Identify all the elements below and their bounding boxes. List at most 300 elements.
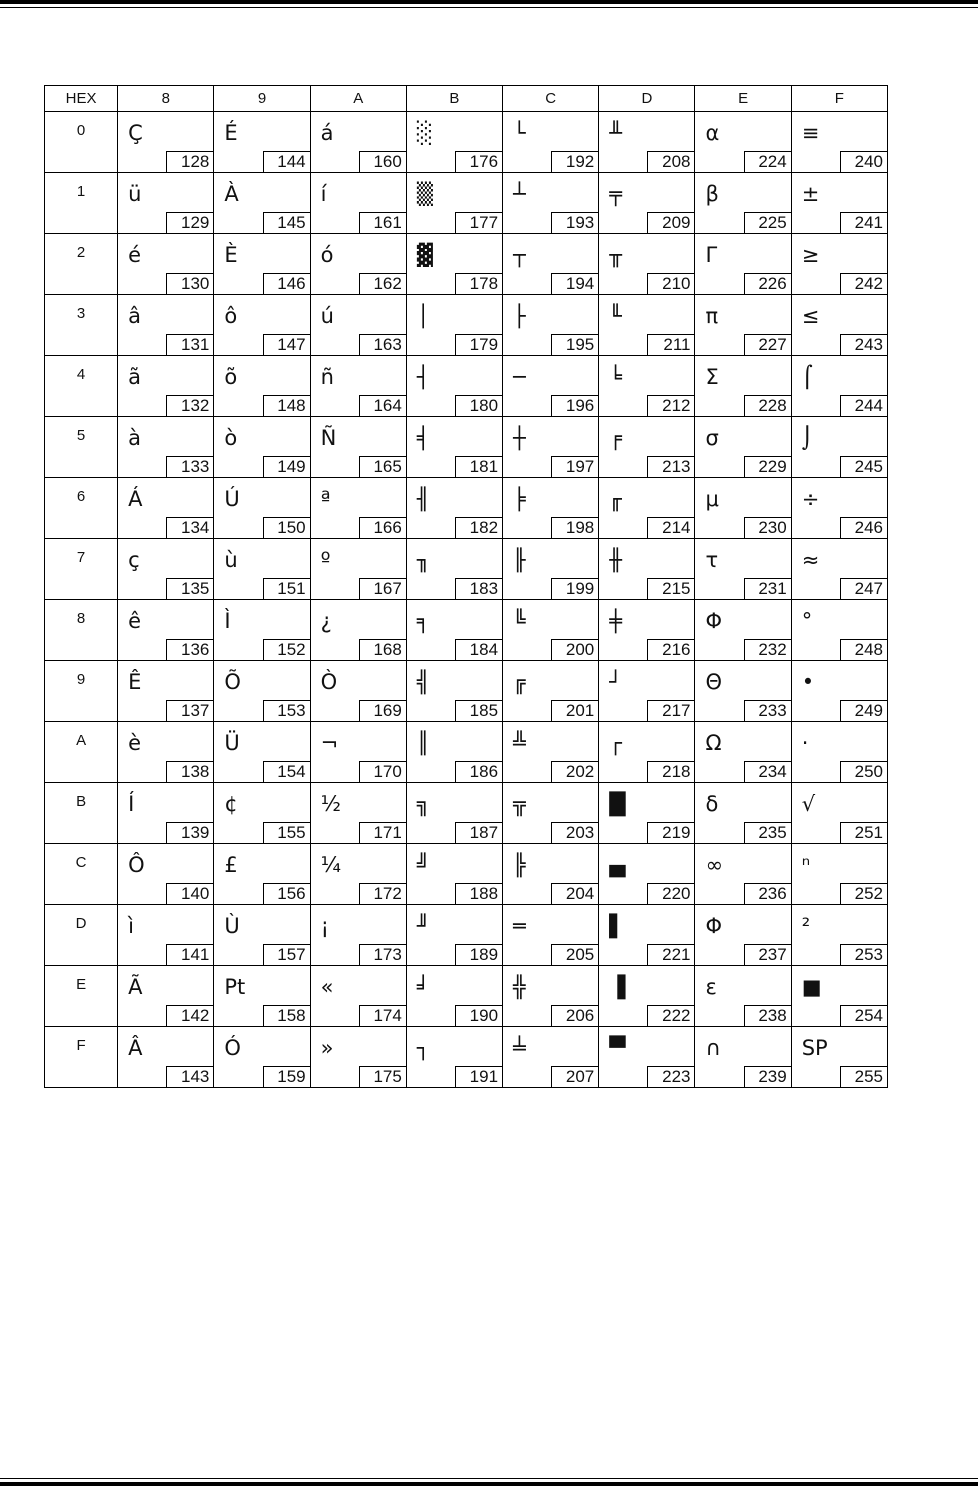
- char-glyph: £: [224, 853, 238, 877]
- table-row: [45, 417, 888, 478]
- char-glyph: ⌠: [801, 365, 813, 389]
- char-cell: [406, 356, 502, 417]
- char-glyph: ╢: [416, 487, 430, 511]
- decimal-code: 238: [744, 1005, 792, 1027]
- char-glyph: ▄: [609, 853, 626, 877]
- char-glyph: ¿: [320, 609, 332, 633]
- char-glyph: Á: [128, 487, 143, 511]
- char-glyph: ╔: [513, 670, 526, 694]
- decimal-code: 226: [744, 273, 792, 295]
- char-glyph: ⁿ: [801, 853, 811, 877]
- decimal-code: 192: [551, 151, 599, 173]
- char-cell: [406, 173, 502, 234]
- char-cell: [118, 234, 214, 295]
- char-glyph: «: [320, 975, 334, 999]
- hex-corner-header: HEX: [45, 86, 118, 112]
- char-cell: [503, 600, 599, 661]
- decimal-code: 141: [166, 944, 214, 966]
- char-glyph: ì: [128, 914, 135, 938]
- char-glyph: ╒: [609, 426, 622, 450]
- char-cell: [695, 905, 791, 966]
- decimal-code: 248: [840, 639, 888, 661]
- decimal-code: 233: [744, 700, 792, 722]
- decimal-code: 149: [263, 456, 311, 478]
- char-glyph: ┼: [513, 426, 526, 450]
- char-glyph: Φ: [705, 609, 723, 633]
- char-cell: [695, 600, 791, 661]
- char-glyph: Θ: [705, 670, 723, 694]
- char-glyph: ╦: [513, 792, 526, 816]
- char-glyph: Â: [128, 1036, 143, 1060]
- decimal-code: 170: [359, 761, 407, 783]
- char-glyph: ª: [320, 487, 331, 511]
- char-glyph: ·: [801, 731, 809, 755]
- decimal-code: 198: [551, 517, 599, 539]
- decimal-code: 150: [263, 517, 311, 539]
- char-glyph: õ: [224, 365, 238, 389]
- char-cell: [503, 417, 599, 478]
- char-glyph: °: [801, 609, 813, 633]
- char-glyph: º: [320, 548, 331, 572]
- char-glyph: ╛: [416, 975, 430, 999]
- decimal-code: 184: [455, 639, 503, 661]
- char-glyph: È: [224, 243, 238, 267]
- table-row: [45, 783, 888, 844]
- decimal-code: 196: [551, 395, 599, 417]
- char-cell: [118, 112, 214, 173]
- char-glyph: ▀: [609, 1036, 626, 1060]
- code-page-table: [44, 85, 888, 1088]
- decimal-code: 219: [647, 822, 695, 844]
- decimal-code: 171: [359, 822, 407, 844]
- char-glyph: ≡: [801, 121, 820, 145]
- decimal-code: 132: [166, 395, 214, 417]
- decimal-code: 217: [647, 700, 695, 722]
- char-cell: [214, 539, 310, 600]
- char-cell: [503, 112, 599, 173]
- char-cell: [503, 356, 599, 417]
- char-cell: [791, 844, 887, 905]
- char-cell: [310, 356, 406, 417]
- table-row: [45, 478, 888, 539]
- char-cell: [695, 173, 791, 234]
- char-cell: [791, 783, 887, 844]
- char-glyph: β: [705, 182, 719, 206]
- column-header: E: [695, 86, 791, 112]
- decimal-code: 152: [263, 639, 311, 661]
- char-cell: [214, 661, 310, 722]
- decimal-code: 151: [263, 578, 311, 600]
- char-glyph: è: [128, 731, 142, 755]
- char-glyph: ╕: [416, 609, 430, 633]
- char-glyph: »: [320, 1036, 334, 1060]
- column-header: A: [310, 86, 406, 112]
- char-glyph: ■: [801, 975, 822, 999]
- char-cell: [406, 234, 502, 295]
- column-header: D: [599, 86, 695, 112]
- char-glyph: ╤: [609, 182, 622, 206]
- char-glyph: À: [224, 182, 239, 206]
- char-cell: [599, 600, 695, 661]
- header-rule-thin: [0, 7, 978, 8]
- char-glyph: ┴: [513, 182, 526, 206]
- char-cell: [310, 600, 406, 661]
- decimal-code: 237: [744, 944, 792, 966]
- decimal-code: 144: [263, 151, 311, 173]
- char-glyph: ═: [513, 914, 526, 938]
- decimal-code: 195: [551, 334, 599, 356]
- char-cell: [503, 966, 599, 1027]
- char-cell: [310, 417, 406, 478]
- decimal-code: 189: [455, 944, 503, 966]
- decimal-code: 167: [359, 578, 407, 600]
- char-glyph: μ: [705, 487, 719, 511]
- char-glyph: ò: [224, 426, 238, 450]
- char-cell: [695, 1027, 791, 1088]
- char-cell: [503, 661, 599, 722]
- decimal-code: 241: [840, 212, 888, 234]
- decimal-code: 172: [359, 883, 407, 905]
- char-cell: [406, 417, 502, 478]
- char-cell: [695, 295, 791, 356]
- decimal-code: 183: [455, 578, 503, 600]
- column-header: B: [406, 86, 502, 112]
- char-cell: [791, 295, 887, 356]
- table-row: [45, 356, 888, 417]
- row-hex-label: A: [45, 722, 118, 783]
- decimal-code: 136: [166, 639, 214, 661]
- decimal-code: 242: [840, 273, 888, 295]
- decimal-code: 213: [647, 456, 695, 478]
- row-hex-label: F: [45, 1027, 118, 1088]
- table-row: [45, 234, 888, 295]
- char-cell: [214, 966, 310, 1027]
- char-cell: [118, 417, 214, 478]
- decimal-code: 154: [263, 761, 311, 783]
- decimal-code: 186: [455, 761, 503, 783]
- char-cell: [214, 478, 310, 539]
- char-cell: [310, 966, 406, 1027]
- char-cell: [118, 966, 214, 1027]
- decimal-code: 177: [455, 212, 503, 234]
- char-glyph: ╞: [513, 487, 526, 511]
- row-hex-label: 6: [45, 478, 118, 539]
- decimal-code: 225: [744, 212, 792, 234]
- char-cell: [214, 905, 310, 966]
- decimal-code: 200: [551, 639, 599, 661]
- char-cell: [599, 539, 695, 600]
- decimal-code: 168: [359, 639, 407, 661]
- decimal-code: 145: [263, 212, 311, 234]
- char-glyph: Pt: [224, 975, 246, 999]
- char-cell: [310, 1027, 406, 1088]
- decimal-code: 204: [551, 883, 599, 905]
- char-glyph: ╣: [416, 670, 430, 694]
- decimal-code: 224: [744, 151, 792, 173]
- char-cell: [791, 661, 887, 722]
- row-hex-label: B: [45, 783, 118, 844]
- decimal-code: 187: [455, 822, 503, 844]
- char-cell: [214, 1027, 310, 1088]
- char-cell: [310, 112, 406, 173]
- decimal-code: 206: [551, 1005, 599, 1027]
- char-glyph: ╗: [416, 792, 430, 816]
- char-glyph: ┤: [416, 365, 430, 389]
- decimal-code: 182: [455, 517, 503, 539]
- decimal-code: 180: [455, 395, 503, 417]
- decimal-code: 179: [455, 334, 503, 356]
- decimal-code: 203: [551, 822, 599, 844]
- char-glyph: â: [128, 304, 142, 328]
- char-cell: [503, 1027, 599, 1088]
- decimal-code: 135: [166, 578, 214, 600]
- char-glyph: Ò: [320, 670, 338, 694]
- char-cell: [791, 478, 887, 539]
- char-glyph: Ã: [128, 975, 143, 999]
- char-glyph: ├: [513, 304, 526, 328]
- char-cell: [118, 661, 214, 722]
- decimal-code: 191: [455, 1066, 503, 1088]
- decimal-code: 153: [263, 700, 311, 722]
- decimal-code: 220: [647, 883, 695, 905]
- char-cell: [791, 112, 887, 173]
- char-cell: [599, 966, 695, 1027]
- char-glyph: δ: [705, 792, 719, 816]
- decimal-code: 129: [166, 212, 214, 234]
- char-cell: [791, 966, 887, 1027]
- row-hex-label: C: [45, 844, 118, 905]
- row-hex-label: 5: [45, 417, 118, 478]
- decimal-code: 210: [647, 273, 695, 295]
- header-rule-thick: [0, 0, 978, 4]
- char-glyph: á: [320, 121, 334, 145]
- char-glyph: ¡: [320, 914, 330, 938]
- char-cell: [118, 722, 214, 783]
- char-cell: [214, 783, 310, 844]
- char-glyph: ╚: [513, 609, 526, 633]
- char-cell: [695, 783, 791, 844]
- decimal-code: 193: [551, 212, 599, 234]
- char-cell: [118, 905, 214, 966]
- char-glyph: Ú: [224, 487, 240, 511]
- char-glyph: ≤: [801, 304, 820, 328]
- char-glyph: ╠: [513, 853, 526, 877]
- char-cell: [791, 234, 887, 295]
- decimal-code: 249: [840, 700, 888, 722]
- char-glyph: Σ: [705, 365, 719, 389]
- decimal-code: 143: [166, 1066, 214, 1088]
- char-glyph: Γ: [705, 243, 718, 267]
- decimal-code: 178: [455, 273, 503, 295]
- char-cell: [599, 356, 695, 417]
- char-cell: [599, 112, 695, 173]
- char-cell: [214, 844, 310, 905]
- decimal-code: 163: [359, 334, 407, 356]
- char-glyph: Ü: [224, 731, 240, 755]
- decimal-code: 252: [840, 883, 888, 905]
- char-cell: [406, 783, 502, 844]
- decimal-code: 156: [263, 883, 311, 905]
- decimal-code: 131: [166, 334, 214, 356]
- decimal-code: 205: [551, 944, 599, 966]
- char-cell: [503, 295, 599, 356]
- char-glyph: ╜: [416, 914, 430, 938]
- char-cell: [310, 539, 406, 600]
- decimal-code: 232: [744, 639, 792, 661]
- decimal-code: 216: [647, 639, 695, 661]
- char-cell: [214, 722, 310, 783]
- char-glyph: ╖: [416, 548, 430, 572]
- decimal-code: 142: [166, 1005, 214, 1027]
- char-cell: [214, 234, 310, 295]
- table-row: [45, 295, 888, 356]
- decimal-code: 161: [359, 212, 407, 234]
- decimal-code: 137: [166, 700, 214, 722]
- decimal-code: 218: [647, 761, 695, 783]
- decimal-code: 253: [840, 944, 888, 966]
- char-glyph: Ó: [224, 1036, 241, 1060]
- decimal-code: 211: [647, 334, 695, 356]
- char-glyph: ⌡: [801, 426, 813, 450]
- char-cell: [599, 844, 695, 905]
- char-cell: [118, 539, 214, 600]
- char-glyph: ╘: [609, 365, 622, 389]
- char-glyph: ▐: [609, 975, 626, 999]
- char-cell: [791, 905, 887, 966]
- decimal-code: 169: [359, 700, 407, 722]
- char-cell: [118, 600, 214, 661]
- char-cell: [406, 539, 502, 600]
- char-glyph: ║: [416, 731, 430, 755]
- table-row: [45, 905, 888, 966]
- decimal-code: 146: [263, 273, 311, 295]
- char-glyph: Ù: [224, 914, 240, 938]
- decimal-code: 199: [551, 578, 599, 600]
- char-glyph: ▒: [416, 182, 433, 206]
- decimal-code: 166: [359, 517, 407, 539]
- decimal-code: 128: [166, 151, 214, 173]
- decimal-code: 247: [840, 578, 888, 600]
- char-glyph: ╝: [416, 853, 430, 877]
- char-glyph: í: [320, 182, 327, 206]
- char-cell: [695, 844, 791, 905]
- decimal-code: 250: [840, 761, 888, 783]
- decimal-code: 240: [840, 151, 888, 173]
- char-glyph: Ì: [224, 609, 231, 633]
- decimal-code: 214: [647, 517, 695, 539]
- char-cell: [599, 295, 695, 356]
- decimal-code: 181: [455, 456, 503, 478]
- char-glyph: ²: [801, 914, 811, 938]
- char-glyph: ∩: [705, 1036, 721, 1060]
- char-cell: [118, 173, 214, 234]
- char-cell: [791, 722, 887, 783]
- char-cell: [406, 1027, 502, 1088]
- decimal-code: 231: [744, 578, 792, 600]
- char-cell: [791, 356, 887, 417]
- decimal-code: 227: [744, 334, 792, 356]
- char-glyph: ╬: [513, 975, 526, 999]
- decimal-code: 148: [263, 395, 311, 417]
- char-cell: [695, 112, 791, 173]
- char-cell: [599, 661, 695, 722]
- decimal-code: 158: [263, 1005, 311, 1027]
- char-glyph: τ: [705, 548, 719, 572]
- decimal-code: 223: [647, 1066, 695, 1088]
- char-cell: [695, 539, 791, 600]
- char-cell: [599, 173, 695, 234]
- char-glyph: ┘: [609, 670, 622, 694]
- char-cell: [406, 600, 502, 661]
- char-glyph: π: [705, 304, 719, 328]
- char-glyph: └: [513, 121, 526, 145]
- row-hex-label: 9: [45, 661, 118, 722]
- char-cell: [118, 1027, 214, 1088]
- char-cell: [310, 783, 406, 844]
- table-row: [45, 1027, 888, 1088]
- char-cell: [310, 295, 406, 356]
- char-cell: [791, 600, 887, 661]
- char-glyph: √: [801, 792, 816, 816]
- footer-rule-thick: [0, 1482, 978, 1486]
- char-cell: [695, 661, 791, 722]
- decimal-code: 197: [551, 456, 599, 478]
- char-cell: [503, 234, 599, 295]
- table-row: [45, 539, 888, 600]
- decimal-code: 173: [359, 944, 407, 966]
- char-cell: [791, 539, 887, 600]
- decimal-code: 155: [263, 822, 311, 844]
- decimal-code: 174: [359, 1005, 407, 1027]
- row-hex-label: 3: [45, 295, 118, 356]
- char-glyph: ó: [320, 243, 334, 267]
- char-glyph: ÷: [801, 487, 820, 511]
- char-glyph: Õ: [224, 670, 241, 694]
- char-glyph: Í: [128, 792, 135, 816]
- decimal-code: 230: [744, 517, 792, 539]
- row-hex-label: 4: [45, 356, 118, 417]
- column-header: F: [791, 86, 887, 112]
- char-glyph: ╩: [513, 731, 526, 755]
- char-cell: [310, 661, 406, 722]
- char-glyph: σ: [705, 426, 719, 450]
- decimal-code: 133: [166, 456, 214, 478]
- char-cell: [214, 112, 310, 173]
- char-cell: [118, 844, 214, 905]
- decimal-code: 139: [166, 822, 214, 844]
- decimal-code: 209: [647, 212, 695, 234]
- decimal-code: 222: [647, 1005, 695, 1027]
- decimal-code: 221: [647, 944, 695, 966]
- decimal-code: 130: [166, 273, 214, 295]
- char-cell: [310, 844, 406, 905]
- char-glyph: ¼: [320, 853, 341, 877]
- row-hex-label: 1: [45, 173, 118, 234]
- char-cell: [695, 356, 791, 417]
- row-hex-label: D: [45, 905, 118, 966]
- decimal-code: 246: [840, 517, 888, 539]
- char-glyph: ê: [128, 609, 142, 633]
- footer-rule-thin: [0, 1478, 978, 1479]
- char-glyph: ∞: [705, 853, 723, 877]
- decimal-code: 134: [166, 517, 214, 539]
- decimal-code: 236: [744, 883, 792, 905]
- char-cell: [503, 905, 599, 966]
- char-glyph: ░: [416, 121, 433, 145]
- table-row: [45, 112, 888, 173]
- char-glyph: ¬: [320, 731, 339, 755]
- decimal-code: 164: [359, 395, 407, 417]
